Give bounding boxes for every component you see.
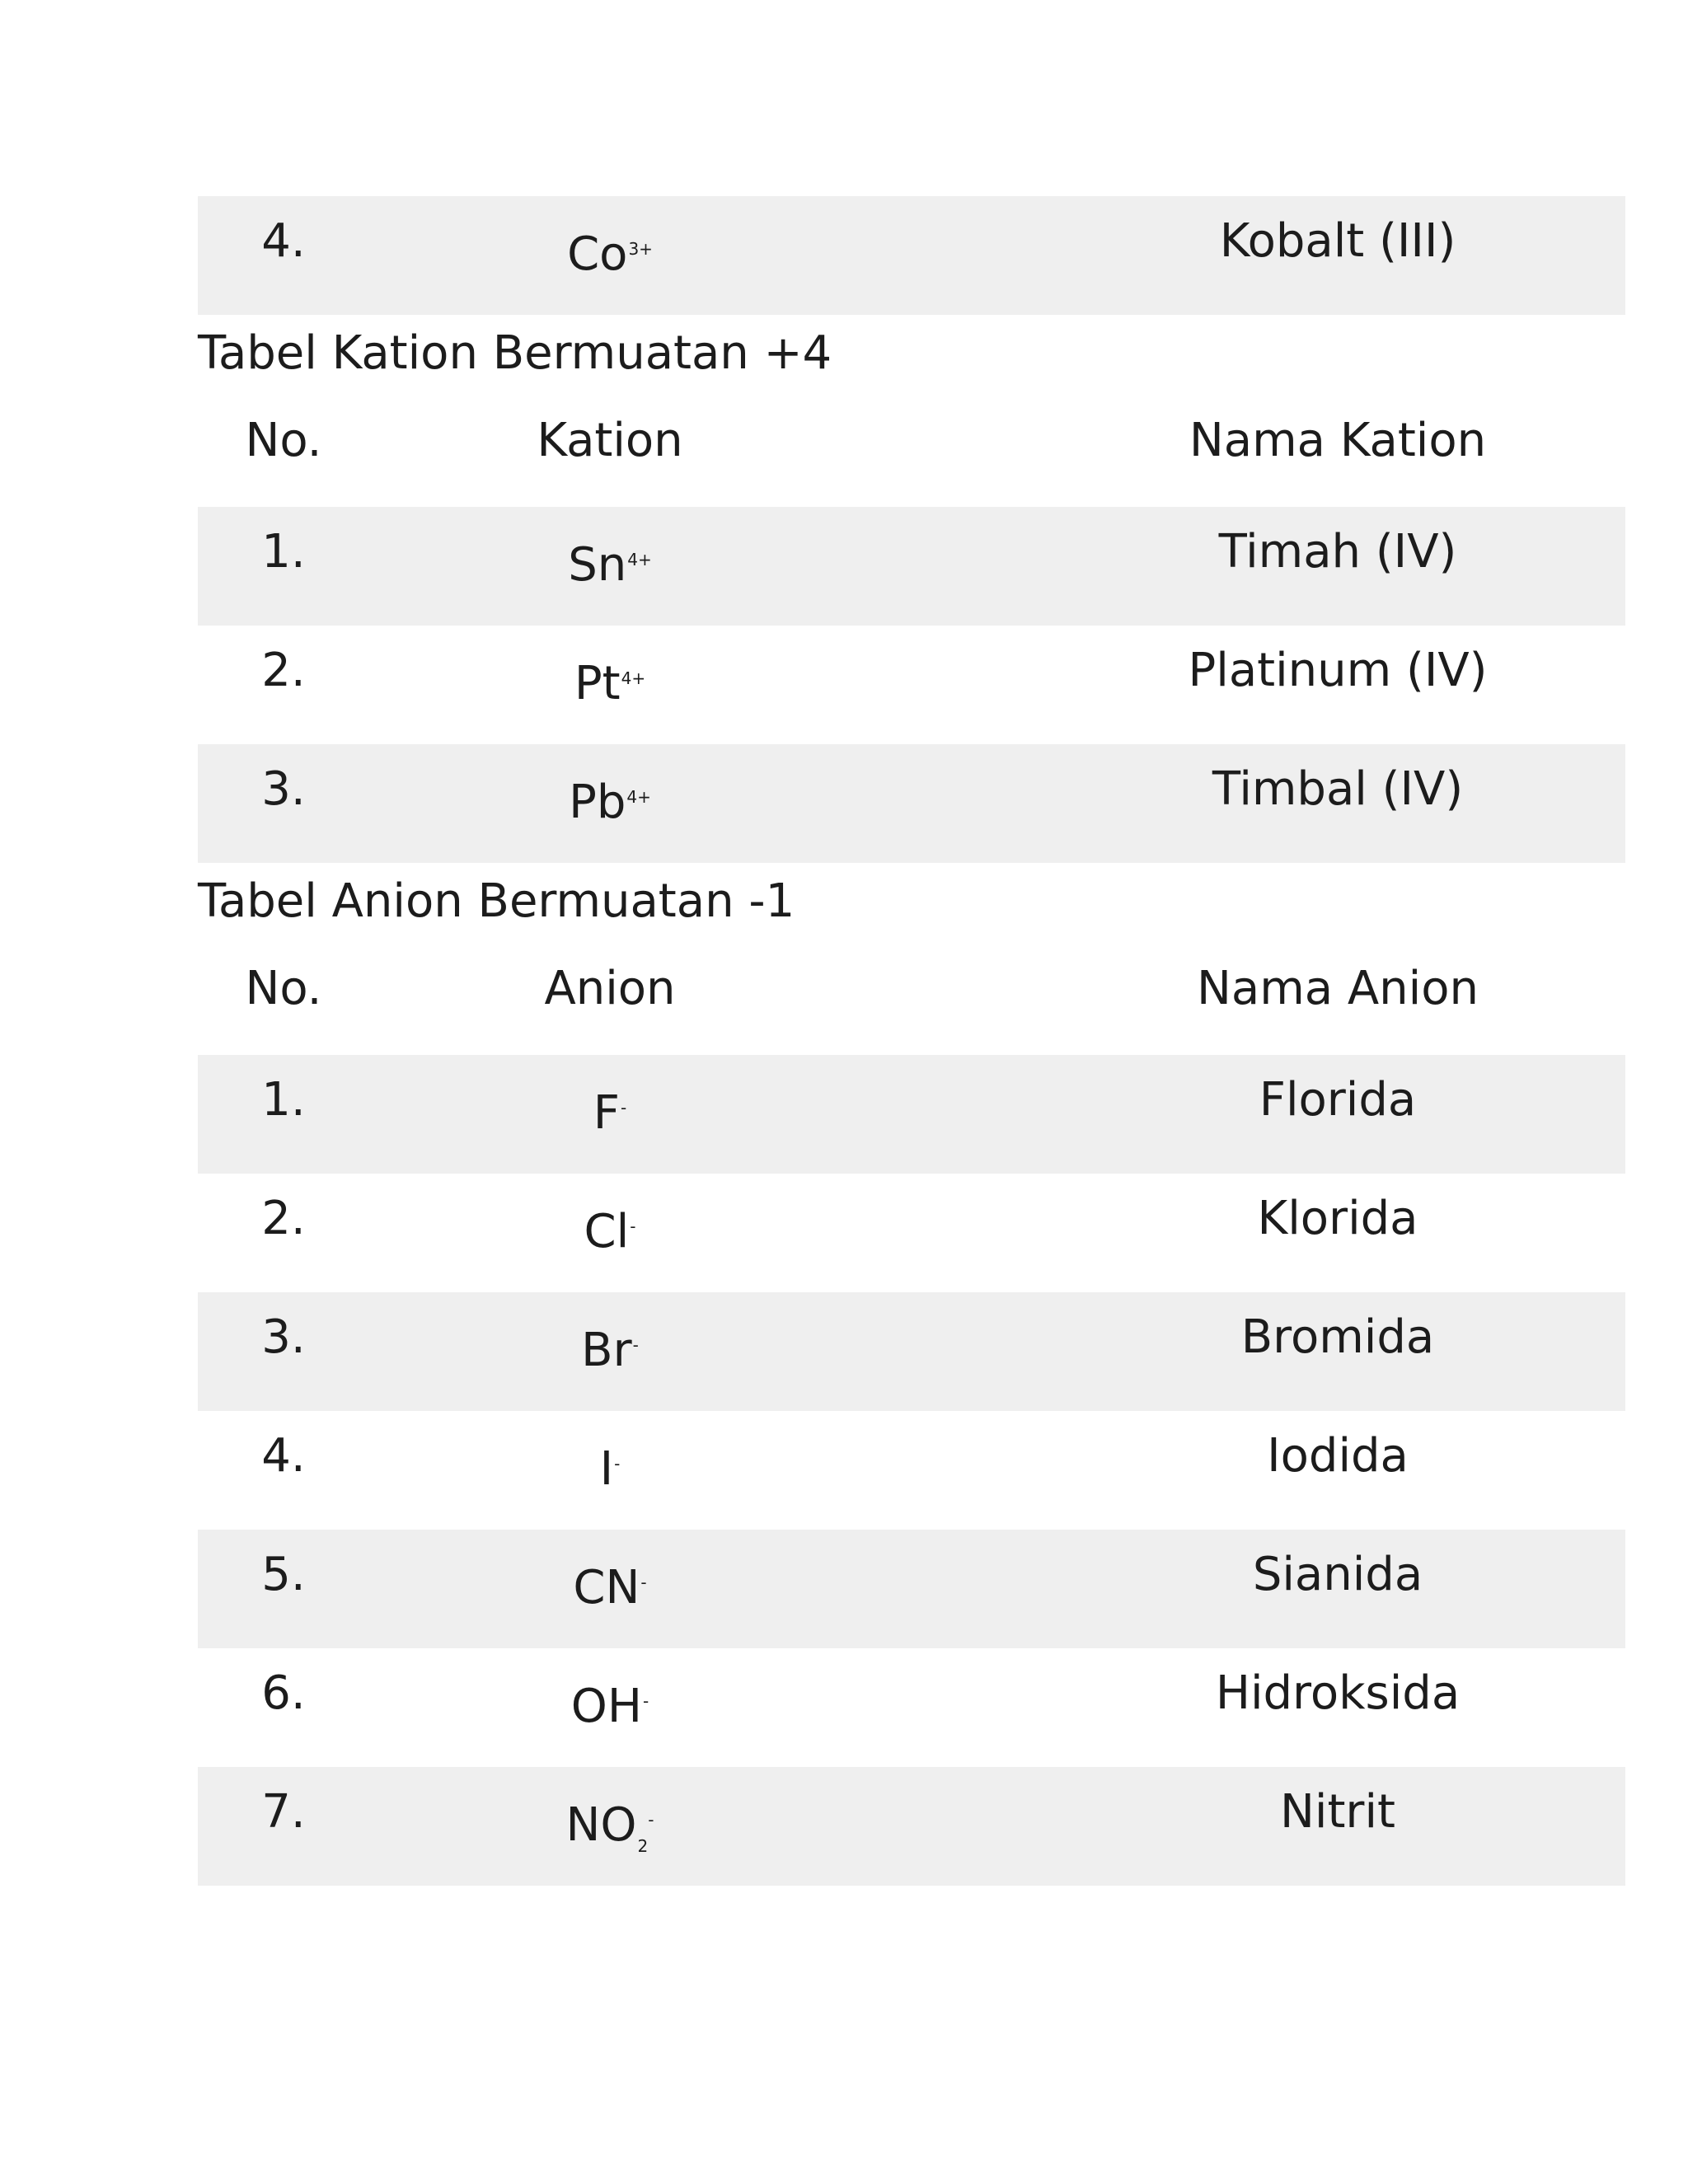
header-ion: Kation	[537, 414, 683, 467]
table-row	[198, 1530, 1625, 1648]
ion-name: Hidroksida	[1215, 1666, 1461, 1720]
ion-formula	[478, 1086, 742, 1140]
ion-subscript: 2	[637, 1836, 649, 1856]
row-number: 1.	[261, 525, 306, 579]
document-page	[198, 196, 1625, 1886]
ion-name: Kobalt (III)	[1219, 214, 1456, 268]
ion-charge: -	[632, 1335, 639, 1355]
ion-charge: -	[621, 1098, 627, 1118]
row-number: 4.	[261, 1429, 306, 1483]
ion-name: Iodida	[1267, 1429, 1409, 1483]
row-number: 4.	[261, 214, 306, 268]
ion-name: Nitrit	[1280, 1785, 1395, 1839]
ion-name: Sianida	[1252, 1548, 1423, 1601]
ion-symbol: Sn	[568, 538, 627, 592]
ion-symbol: Br	[581, 1324, 632, 1377]
table-row	[198, 626, 1625, 744]
row-number: 3.	[261, 762, 306, 816]
row-number: 1.	[261, 1073, 306, 1127]
ion-symbol: Pt	[574, 657, 621, 710]
ion-formula	[478, 538, 742, 592]
row-number: 5.	[261, 1548, 306, 1601]
ion-symbol: Co	[567, 227, 628, 281]
row-number: 7.	[261, 1785, 306, 1839]
table-row	[198, 1174, 1625, 1292]
ion-formula	[478, 1205, 742, 1258]
table-header	[198, 392, 1625, 507]
ion-symbol: Pb	[569, 776, 626, 829]
ion-formula	[478, 227, 742, 281]
ion-symbol: F	[593, 1086, 620, 1140]
header-no: No.	[245, 962, 322, 1015]
ion-name: Platinum (IV)	[1188, 644, 1488, 697]
ion-name: Florida	[1259, 1073, 1417, 1127]
ion-formula	[478, 1442, 742, 1496]
header-no: No.	[245, 414, 322, 467]
ion-formula	[478, 657, 742, 710]
ion-symbol: NO	[565, 1798, 637, 1852]
table-row	[198, 1648, 1625, 1767]
ion-name: Bromida	[1240, 1310, 1435, 1364]
table-row	[198, 744, 1625, 863]
header-name: Nama Kation	[1189, 414, 1487, 467]
table-header	[198, 940, 1625, 1055]
ion-charge: 4+	[626, 787, 651, 807]
ion-charge: -	[642, 1691, 649, 1711]
ion-charge: -	[648, 1810, 654, 1830]
header-ion: Anion	[544, 962, 676, 1015]
ion-charge: 4+	[627, 550, 652, 569]
row-number: 2.	[261, 1192, 306, 1245]
ion-charge: 3+	[628, 239, 653, 259]
ion-charge: -	[630, 1216, 636, 1236]
section-title-anion1: Tabel Anion Bermuatan -1	[198, 874, 795, 928]
ion-charge: -	[640, 1572, 647, 1592]
table-row	[198, 1055, 1625, 1174]
ion-formula	[478, 1798, 742, 1856]
ion-name: Timbal (IV)	[1212, 762, 1464, 816]
ion-charge: 4+	[621, 668, 646, 688]
ion-formula	[478, 1324, 742, 1377]
ion-symbol: OH	[570, 1680, 642, 1733]
ion-name: Klorida	[1257, 1192, 1418, 1245]
header-name: Nama Anion	[1197, 962, 1479, 1015]
ion-formula	[478, 1680, 742, 1733]
ion-charge: -	[614, 1454, 621, 1474]
table-row	[198, 1767, 1625, 1886]
row-number: 3.	[261, 1310, 306, 1364]
row-number: 6.	[261, 1666, 306, 1720]
ion-symbol: I	[599, 1442, 614, 1496]
section-title-kation4: Tabel Kation Bermuatan +4	[198, 326, 832, 380]
ion-formula	[478, 1561, 742, 1615]
row-number: 2.	[261, 644, 306, 697]
table-row	[198, 507, 1625, 626]
table-row	[198, 1292, 1625, 1411]
ion-name: Timah (IV)	[1218, 525, 1457, 579]
table-row	[198, 196, 1625, 315]
table-row	[198, 1411, 1625, 1530]
ion-symbol: Cl	[584, 1205, 630, 1258]
ion-symbol: CN	[573, 1561, 640, 1615]
ion-formula	[478, 776, 742, 829]
